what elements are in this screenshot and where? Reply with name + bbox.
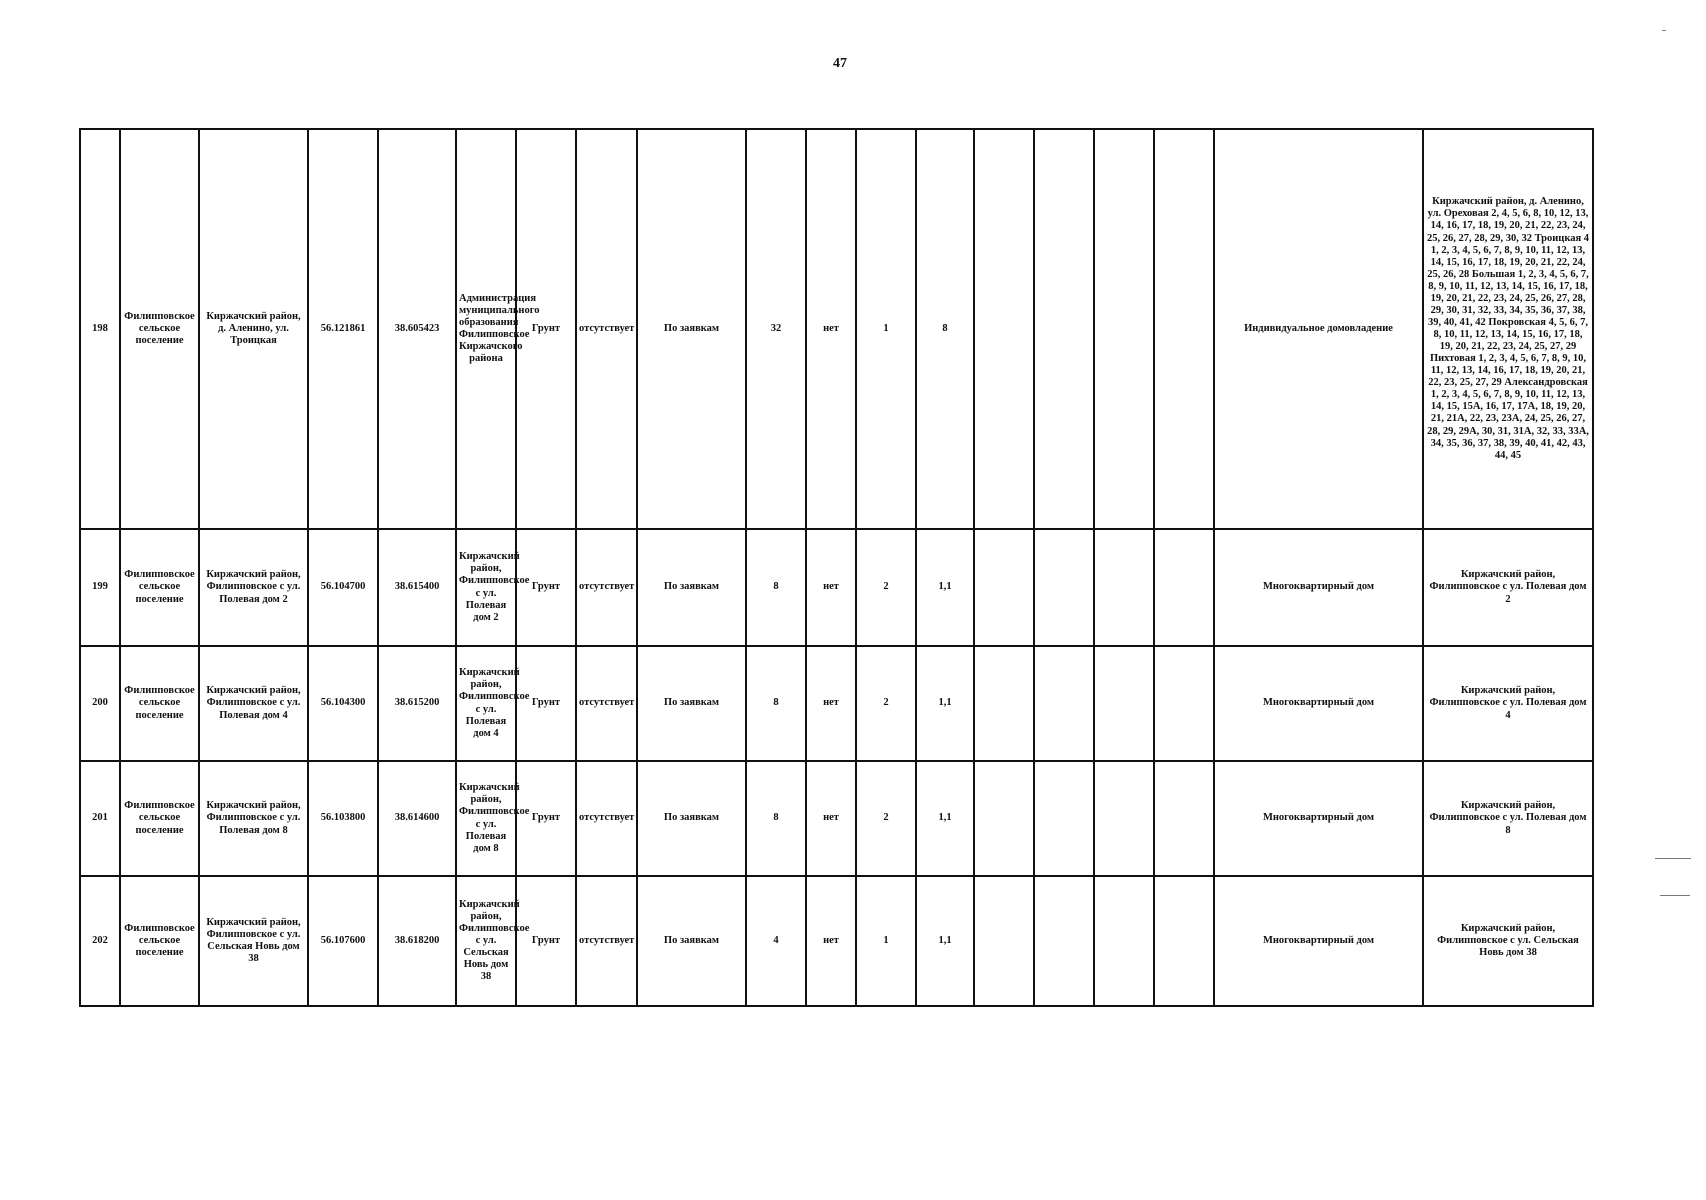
settlement-cell: Филипповское сельское поселение	[120, 529, 199, 646]
empty-cell	[974, 529, 1034, 646]
table-row	[80, 646, 1593, 761]
empty-cell	[1034, 646, 1094, 761]
waste-site-registry-table	[79, 128, 1594, 1007]
longitude-cell: 38.614600	[378, 761, 456, 876]
empty-cell	[974, 646, 1034, 761]
containers-count-cell: 1	[856, 129, 916, 529]
surface-cell: Грунт	[516, 876, 576, 1006]
longitude-cell: 38.618200	[378, 876, 456, 1006]
source-type-cell: Многоквартирный дом	[1214, 876, 1423, 1006]
containers-count-cell: 2	[856, 529, 916, 646]
waste-sources-cell: Киржачский район, Филипповское с ул. Сельская Новь дом 38	[1423, 876, 1593, 1006]
container-volume-cell: 1,1	[916, 529, 974, 646]
settlement-cell: Филипповское сельское поселение	[120, 129, 199, 529]
row-number: 199	[80, 529, 120, 646]
latitude-cell: 56.103800	[308, 761, 378, 876]
longitude-cell: 38.615200	[378, 646, 456, 761]
surface-cell: Грунт	[516, 646, 576, 761]
area-cell: 32	[746, 129, 806, 529]
owner-cell: Киржачский район, Филипповское с ул. Сельская Новь дом 38	[456, 876, 516, 1006]
cover-cell: нет	[806, 876, 856, 1006]
container-volume-cell: 1,1	[916, 646, 974, 761]
source-type-cell: Многоквартирный дом	[1214, 646, 1423, 761]
empty-cell	[974, 129, 1034, 529]
waste-sources-cell: Киржачский район, Филипповское с ул. Полевая дом 2	[1423, 529, 1593, 646]
latitude-cell: 56.107600	[308, 876, 378, 1006]
schedule-cell: По заявкам	[637, 646, 746, 761]
table-row	[80, 529, 1593, 646]
area-cell: 8	[746, 646, 806, 761]
table-row	[80, 876, 1593, 1006]
row-number: 202	[80, 876, 120, 1006]
fence-cell: отсутствует	[576, 529, 637, 646]
cover-cell: нет	[806, 129, 856, 529]
surface-cell: Грунт	[516, 529, 576, 646]
table-row	[80, 761, 1593, 876]
source-type-cell: Многоквартирный дом	[1214, 761, 1423, 876]
containers-count-cell: 1	[856, 876, 916, 1006]
latitude-cell: 56.104300	[308, 646, 378, 761]
containers-count-cell: 2	[856, 761, 916, 876]
scan-speck	[1662, 30, 1666, 31]
fence-cell: отсутствует	[576, 646, 637, 761]
cover-cell: нет	[806, 761, 856, 876]
cover-cell: нет	[806, 646, 856, 761]
waste-sources-cell: Киржачский район, Филипповское с ул. Полевая дом 8	[1423, 761, 1593, 876]
settlement-cell: Филипповское сельское поселение	[120, 646, 199, 761]
empty-cell	[1154, 646, 1214, 761]
empty-cell	[1034, 876, 1094, 1006]
fence-cell: отсутствует	[576, 129, 637, 529]
empty-cell	[1034, 761, 1094, 876]
scan-speck	[1660, 895, 1690, 896]
latitude-cell: 56.121861	[308, 129, 378, 529]
row-number: 200	[80, 646, 120, 761]
schedule-cell: По заявкам	[637, 529, 746, 646]
empty-cell	[1094, 529, 1154, 646]
container-volume-cell: 1,1	[916, 761, 974, 876]
owner-cell: Киржачский район, Филипповское с ул. Полевая дом 4	[456, 646, 516, 761]
empty-cell	[1154, 761, 1214, 876]
empty-cell	[1154, 876, 1214, 1006]
address-cell: Киржачский район, д. Аленино, ул. Троицкая	[199, 129, 308, 529]
waste-sources-cell: Киржачский район, д. Аленино, ул. Ореховая 2, 4, 5, 6, 8, 10, 12, 13, 14, 16, 17, 18, 19, 20, 21, 22, 23, 24, 25, 26, 27, 28, 29, 30, 32 Троицкая 4 1, 2, 3, 4, 5, 6, 7, 8, 9, 10, 11, 12, 13, 14, 15, 16, 17, 18, 19, 20, 21, 22, 24, 25, 26, 28 Большая 1, 2, 3, 4, 5, 6, 7, 8, 9, 10, 11, 12, 13, 14, 15, 16, 17, 18, 19, 20, 21, 22, 23, 24, 25, 26, 27, 28, 29, 30, 31, 32, 33, 34, 35, 36, 37, 38, 39, 40, 41, 42 Покровская 4, 5, 6, 7, 8, 10, 11, 12, 13, 14, 15, 16, 17, 18, 19, 20, 21, 22, 23, 24, 25, 27, 29 Пихтовая 1, 2, 3, 4, 5, 6, 7, 8, 9, 10, 11, 12, 13, 14, 16, 17, 18, 19, 20, 21, 22, 23, 25, 27, 29 Александровская 1, 2, 3, 4, 5, 6, 7, 8, 9, 10, 11, 12, 13, 14, 15, 15А, 16, 17, 17А, 18, 19, 20, 21, 21А, 22, 23, 23А, 24, 25, 26, 27, 28, 29, 29А, 30, 31, 31А, 32, 33, 33А, 34, 35, 36, 37, 38, 39, 40, 41, 42, 43, 44, 45	[1423, 129, 1593, 529]
source-type-cell: Индивидуальное домовладение	[1214, 129, 1423, 529]
containers-count-cell: 2	[856, 646, 916, 761]
latitude-cell: 56.104700	[308, 529, 378, 646]
schedule-cell: По заявкам	[637, 761, 746, 876]
fence-cell: отсутствует	[576, 876, 637, 1006]
owner-cell: Киржачский район, Филипповское с ул. Полевая дом 8	[456, 761, 516, 876]
row-number: 198	[80, 129, 120, 529]
settlement-cell: Филипповское сельское поселение	[120, 761, 199, 876]
empty-cell	[1094, 129, 1154, 529]
empty-cell	[1034, 129, 1094, 529]
address-cell: Киржачский район, Филипповское с ул. Сельская Новь дом 38	[199, 876, 308, 1006]
owner-cell: Администрация муниципального образования Филипповское Киржачского района	[456, 129, 516, 529]
scan-speck	[1655, 858, 1691, 859]
longitude-cell: 38.605423	[378, 129, 456, 529]
empty-cell	[1034, 529, 1094, 646]
owner-cell: Киржачский район, Филипповское с ул. Полевая дом 2	[456, 529, 516, 646]
table-row	[80, 129, 1593, 529]
container-volume-cell: 8	[916, 129, 974, 529]
schedule-cell: По заявкам	[637, 876, 746, 1006]
row-number: 201	[80, 761, 120, 876]
source-type-cell: Многоквартирный дом	[1214, 529, 1423, 646]
address-cell: Киржачский район, Филипповское с ул. Полевая дом 4	[199, 646, 308, 761]
page-number: 47	[833, 56, 847, 71]
empty-cell	[974, 761, 1034, 876]
empty-cell	[974, 876, 1034, 1006]
cover-cell: нет	[806, 529, 856, 646]
settlement-cell: Филипповское сельское поселение	[120, 876, 199, 1006]
surface-cell: Грунт	[516, 129, 576, 529]
area-cell: 4	[746, 876, 806, 1006]
schedule-cell: По заявкам	[637, 129, 746, 529]
area-cell: 8	[746, 529, 806, 646]
empty-cell	[1154, 529, 1214, 646]
empty-cell	[1094, 876, 1154, 1006]
surface-cell: Грунт	[516, 761, 576, 876]
area-cell: 8	[746, 761, 806, 876]
empty-cell	[1154, 129, 1214, 529]
address-cell: Киржачский район, Филипповское с ул. Полевая дом 8	[199, 761, 308, 876]
empty-cell	[1094, 761, 1154, 876]
empty-cell	[1094, 646, 1154, 761]
fence-cell: отсутствует	[576, 761, 637, 876]
address-cell: Киржачский район, Филипповское с ул. Полевая дом 2	[199, 529, 308, 646]
waste-sources-cell: Киржачский район, Филипповское с ул. Полевая дом 4	[1423, 646, 1593, 761]
container-volume-cell: 1,1	[916, 876, 974, 1006]
longitude-cell: 38.615400	[378, 529, 456, 646]
